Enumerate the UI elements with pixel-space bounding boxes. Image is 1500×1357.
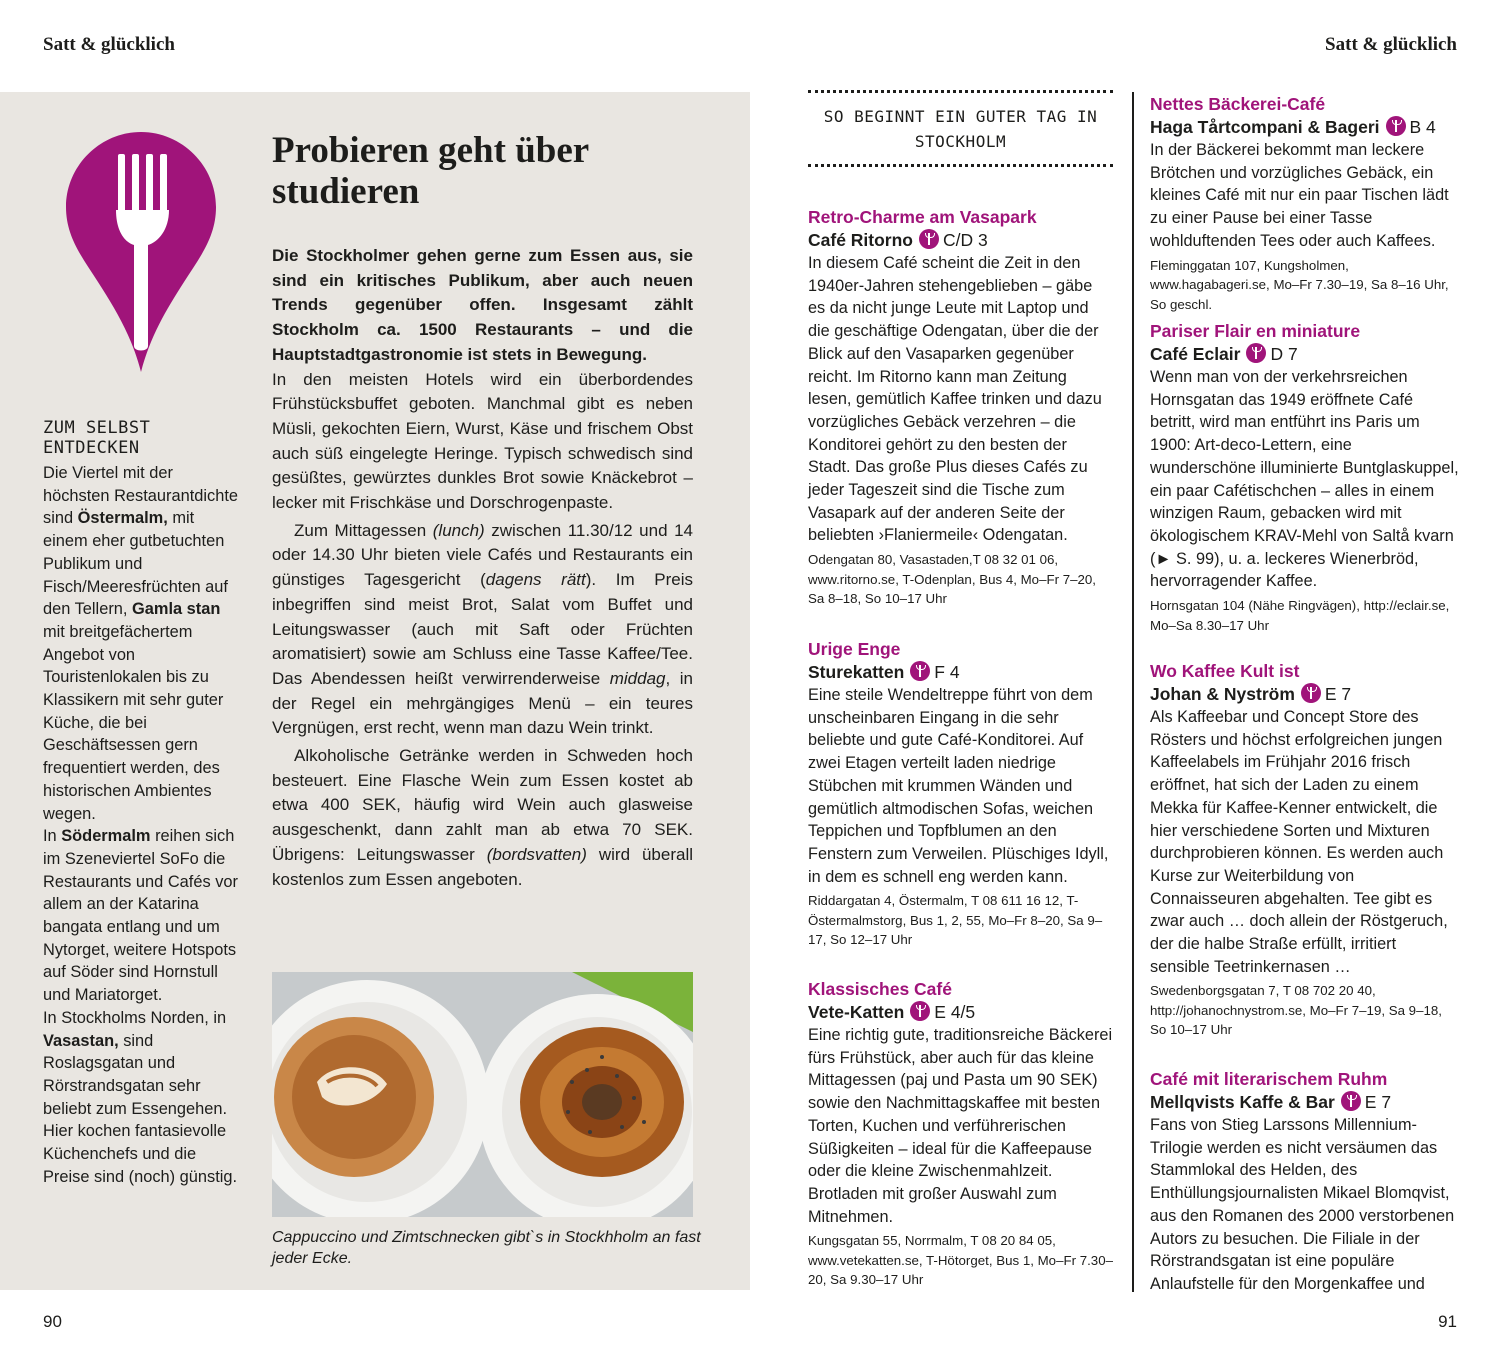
- entry-info: Riddargatan 4, Östermalm, T 08 611 16 12, T-Östermalmstorg, Bus 1, 2, 55, Mo–Fr 8–20, Sa 9–17, So 12–17 Uhr: [808, 893, 1103, 948]
- sidebar-district-gamla-stan: Gamla stan: [132, 600, 221, 619]
- article-text-run: wird überall kostenlos zum Essen angeboten.: [272, 844, 693, 889]
- sidebar-text-run: In Stockholms Norden, in: [43, 1008, 227, 1027]
- entry-name: Haga Tårtcompani & Bageri: [1150, 117, 1380, 137]
- entry-map-grid: E 7: [1324, 684, 1352, 704]
- cafe-fork-icon: [1341, 1091, 1361, 1111]
- entry-map-grid: F 4: [934, 662, 960, 682]
- entry-name-line: [1150, 683, 1460, 706]
- entry-kicker: Retro-Charme am Vasapark: [808, 207, 1037, 227]
- entry-kicker: Café mit literarischem Ruhm: [1150, 1069, 1388, 1089]
- cappuccino-cinnamon-bun-photo: [272, 972, 693, 1217]
- entry-map-grid: B 4: [1409, 117, 1436, 137]
- cafe-fork-icon: [910, 661, 930, 681]
- dotted-rule: [808, 164, 1113, 167]
- dotted-rule: [808, 90, 1113, 93]
- entry-name: Sturekatten: [808, 662, 905, 682]
- cafe-entry: [1150, 660, 1460, 1040]
- article-paragraph: [272, 368, 693, 516]
- entry-name-line: [1150, 1091, 1460, 1114]
- article-paragraph: [272, 519, 693, 741]
- article-term-middag: middag: [609, 668, 666, 688]
- sidebar-text-run: sind Roslagsgatan und Rörstrandsgatan sehr beliebt zum Essengehen. Hier kochen fantasievolle Küchenchefs und die Preise sind (noch) günstig.: [43, 1031, 238, 1186]
- article-term-dagens-ratt: dagens rätt: [485, 570, 586, 590]
- page-number-right: 91: [1438, 1312, 1457, 1331]
- cafe-fork-icon: [1246, 343, 1266, 363]
- entry-kicker: Nettes Bäckerei-Café: [1150, 94, 1326, 114]
- sidebar-paragraph: [43, 1007, 243, 1189]
- article-paragraph: [272, 744, 693, 892]
- article-text-run: zwischen 11.30/12 und 14 oder 14.30 Uhr bieten viele Cafés und Restaurants ein günstiges Tagesgericht (: [272, 520, 693, 590]
- column-divider: [1132, 92, 1134, 1292]
- sidebar-paragraph: [43, 462, 243, 825]
- sidebar-title: ZUM SELBST ENTDECKEN: [43, 418, 151, 458]
- entry-info: Swedenborgsgatan 7, T 08 702 20 40, http://johanochnystrom.se, Mo–Fr 7–19, Sa 9–18, So 10–17 Uhr: [1150, 983, 1442, 1038]
- photo-caption: Cappuccino und Zimtschnecken gibt`s in Stockhholm an fast jeder Ecke.: [272, 1229, 701, 1267]
- entry-text: In diesem Café scheint die Zeit in den 1940er-Jahren stehengeblieben – gäbe es da nicht junge Leute mit Laptop und die geschäftige Odengatan, über die der Blick auf den Vasaparken gegenüber reicht. Im Ritorno kann man Zeitung lesen, gemütlich Kaffee trinken und dazu vorzügliches Gebäck verzehren – die Konditorei gehört zu den besten der Stadt. Das große Plus dieses Cafés zu jeder Tageszeit sind die Tische zum Vasapark auf der anderen Seite der beliebten ›Flaniermeile‹ Odengatan.: [808, 254, 1102, 545]
- entry-name: Mellqvists Kaffe & Bar: [1150, 1092, 1335, 1112]
- cafe-fork-icon: [910, 1001, 930, 1021]
- cafe-entry: [1150, 320, 1460, 635]
- entry-kicker: Urige Enge: [808, 639, 901, 659]
- sidebar-district-vasastan: Vasastan,: [43, 1031, 119, 1050]
- sidebar-text-run: Die Viertel mit der höchsten Restaurantdichte sind: [43, 464, 238, 528]
- article-text-run: , in der Regel ein mehrgängiges Menü – ein teures Vergnügen, erst recht, wenn man dazu Wein trinkt.: [272, 668, 693, 738]
- entry-text: Eine steile Wendeltreppe führt von dem unscheinbaren Eingang in die sehr beliebte und gute Café-Konditorei. Auf zwei Etagen verteilt laden niedrige Stübchen mit krummen Wänden und gemütlich altmodischen Sofas, weichen Teppichen und Topfblumen an den Fenstern zum Verweilen. Plüschiges Idyll, in dem es schnell eng werden kann.: [808, 686, 1109, 886]
- running-head-right: Satt & glücklich: [1325, 34, 1457, 55]
- page-number-left: 90: [43, 1312, 62, 1331]
- sidebar-district-sodermalm: Södermalm: [61, 827, 151, 846]
- entry-name: Vete-Katten: [808, 1002, 905, 1022]
- article-term-bordsvatten: (bordsvatten): [486, 844, 587, 864]
- article-title: Probieren geht über studieren: [272, 130, 589, 212]
- cafe-fork-icon: [919, 229, 939, 249]
- entry-name-line: [808, 661, 1113, 684]
- entry-info: Kungsgatan 55, Norrmalm, T 08 20 84 05, www.vetekatten.se, T-Hötorget, Bus 1, Mo–Fr 7.30–20, Sa 9.30–17 Uhr: [808, 1233, 1113, 1288]
- entry-text: Fans von Stieg Larssons Millennium-Trilogie werden es nicht versäumen das Stammlokal des Helden, des Enthüllungsjournalisten Mikael Blomqvist, aus den Romanen des 2000 verstorbenen Autors zu besuchen. Die Filiale in der Rörstrandsgatan ist eine populäre Anlaufstelle für den Morgenkaffee und: [1150, 1116, 1455, 1293]
- sidebar-text-run: In: [43, 827, 62, 846]
- entry-name-line: [808, 1001, 1113, 1024]
- entry-info: Hornsgatan 104 (Nähe Ringvägen), http://eclair.se, Mo–Sa 8.30–17 Uhr: [1150, 598, 1450, 633]
- article-text-run: ). Im Preis inbegriffen sind meist Brot, Salat vom Buffet und Leitungswasser (auch mit Saft oder Früchten aromatisiert) sowie am Schluss eine Tasse Kaffee/Tee. Das Abendessen heißt verwirrenderweise: [272, 570, 694, 688]
- entry-map-grid: E 4/5: [934, 1002, 976, 1022]
- cafe-fork-icon: [1386, 116, 1406, 136]
- article-lead: Die Stockholmer gehen gerne zum Essen aus, sie sind ein kritisches Publikum, aber auch neuen Trends gegenüber offen. Insgesamt zählt Stockholm ca. 1500 Restaurants – und die Hauptstadtgastronomie ist stets in Bewegung.: [272, 246, 693, 364]
- entry-name-line: [1150, 343, 1460, 366]
- entry-name: Café Ritorno: [808, 230, 913, 250]
- entry-text: Eine richtig gute, traditionsreiche Bäckerei fürs Frühstück, aber auch für das kleine Mittagessen (paj und Pasta um 90 SEK) sowie den Nachmittagskaffee mit besten Torten, Kuchen und verführerischen Süßigkeiten – ideal für die Kaffeepause oder die kleine Zwischenmahlzeit. Brotladen mit großer Auswahl zum Mitnehmen.: [808, 1026, 1113, 1226]
- entry-name: Café Eclair: [1150, 344, 1241, 364]
- sidebar-district-ostermalm: Östermalm,: [77, 509, 168, 528]
- entry-map-grid: E 7: [1364, 1092, 1392, 1112]
- entry-name-line: [1150, 116, 1460, 139]
- sidebar-text-run: mit einem eher gutbetuchten Publikum und Fisch/Meeresfrüchten auf den Tellern,: [43, 509, 228, 619]
- article-body: [272, 244, 693, 892]
- sidebar-text-run: reihen sich im Szeneviertel SoFo die Restaurants und Cafés vor allem an der Katarina bangata entlang und um Nytorget, weitere Hotspots auf Söder sind Hornstull und Mariatorget.: [43, 827, 238, 1005]
- entry-text: Als Kaffeebar und Concept Store des Rösters und höchst erfolgreichen jungen Kaffeelabels im Frühjahr 2016 frisch eröffnet, hat sich der Laden zu einem Mekka für Kaffee-Kenner entwickelt, die hier verschiedene Sorten und Mixturen durchprobieren können. Es werden auch Kurse zur Weiterbildung von Connaisseuren abgehalten. Tee gibt es zwar auch … doch allein der Röstgeruch, der die halbe Straße erfüllt, irritiert sensible Teetrinkernasen …: [1150, 708, 1448, 976]
- article-text-run: In den meisten Hotels wird ein überbordendes Frühstücksbuffet geboten. Manchmal gibt es neben Müsli, gekochten Eiern, Wurst, Käse und frischem Obst auch süß eingelegte Heringe. Typisch schwedisch sind gesüßtes, gewürztes dunkles Brot sowie Knäckebrot – lecker mit Frischkäse und Dorschrogenpaste.: [272, 369, 693, 513]
- entry-kicker: Wo Kaffee Kult ist: [1150, 661, 1300, 681]
- entry-map-grid: C/D 3: [943, 230, 988, 250]
- sidebar-paragraph: [43, 825, 243, 1007]
- entry-info: Fleminggatan 107, Kungsholmen, www.hagabageri.se, Mo–Fr 7.30–19, Sa 8–16 Uhr, So geschl.: [1150, 257, 1449, 312]
- article-text-run: Alkoholische Getränke werden in Schweden hoch besteuert. Eine Flasche Wein zum Essen kostet ab etwa 400 SEK, häufig wird Wein auch glasweise ausgeschenkt, dann zahlt man ab etwa 70 SEK. Übrigens: Leitungswasser: [272, 746, 693, 864]
- entry-kicker: Pariser Flair en miniature: [1150, 321, 1361, 341]
- cafe-fork-icon: [1301, 683, 1321, 703]
- entry-name-line: [808, 229, 1113, 252]
- fork-pin-icon: [66, 132, 216, 372]
- entry-info: Odengatan 80, Vasastaden,T 08 32 01 06, www.ritorno.se, T-Odenplan, Bus 4, Mo–Fr 7–20, Sa 8–18, So 10–17 Uhr: [808, 552, 1096, 607]
- cafe-entry: [808, 206, 1113, 609]
- cafe-entry: [808, 638, 1113, 950]
- article-text-run: Zum Mittagessen: [294, 520, 433, 540]
- cafe-entry: [1150, 93, 1460, 314]
- entry-text: Wenn man von der verkehrsreichen Hornsgatan das 1949 eröffnete Café betritt, wird man entführt ins Paris um 1900: Art-deco-Lettern, eine wunderschöne illuminierte Buntglaskuppel, ein paar Cafétischchen – alles in einem winzigen Raum, gebacken wird mit ökologischem KRAV-Mehl von Saltå kvarn (► S. 99), u. a. leckeres Wienerbröd, hervorragender Kaffee.: [1150, 368, 1459, 591]
- entry-kicker: Klassisches Café: [808, 979, 952, 999]
- running-head-left: Satt & glücklich: [43, 34, 175, 55]
- article-term-lunch: (lunch): [432, 520, 485, 540]
- cafe-box-header: [808, 90, 1113, 167]
- cafe-box-title-line: STOCKHOLM: [914, 132, 1007, 151]
- cafe-entry: [808, 978, 1113, 1290]
- entry-text: In der Bäckerei bekommt man leckere Brötchen und vorzügliches Gebäck, ein kleines Café mit nur ein paar Tischen lädt zu einer Pause bei einer Tasse wohlduftenden Tees oder auch Kaffees.: [1150, 141, 1449, 250]
- sidebar-text: [43, 462, 243, 1189]
- cafe-entry: [1150, 1068, 1460, 1296]
- cafe-box-title-line: SO BEGINNT EIN GUTER TAG IN: [823, 107, 1098, 126]
- entry-name: Johan & Nyström: [1150, 684, 1295, 704]
- entry-map-grid: D 7: [1270, 344, 1298, 364]
- sidebar-text-run: mit breitgefächertem Angebot von Touristenlokalen bis zu Klassikern mit sehr guter Küche, die bei Geschäftsessen gern frequentiert werden, des historischen Ambientes wegen.: [43, 622, 224, 823]
- cafe-box-title: [808, 104, 1113, 154]
